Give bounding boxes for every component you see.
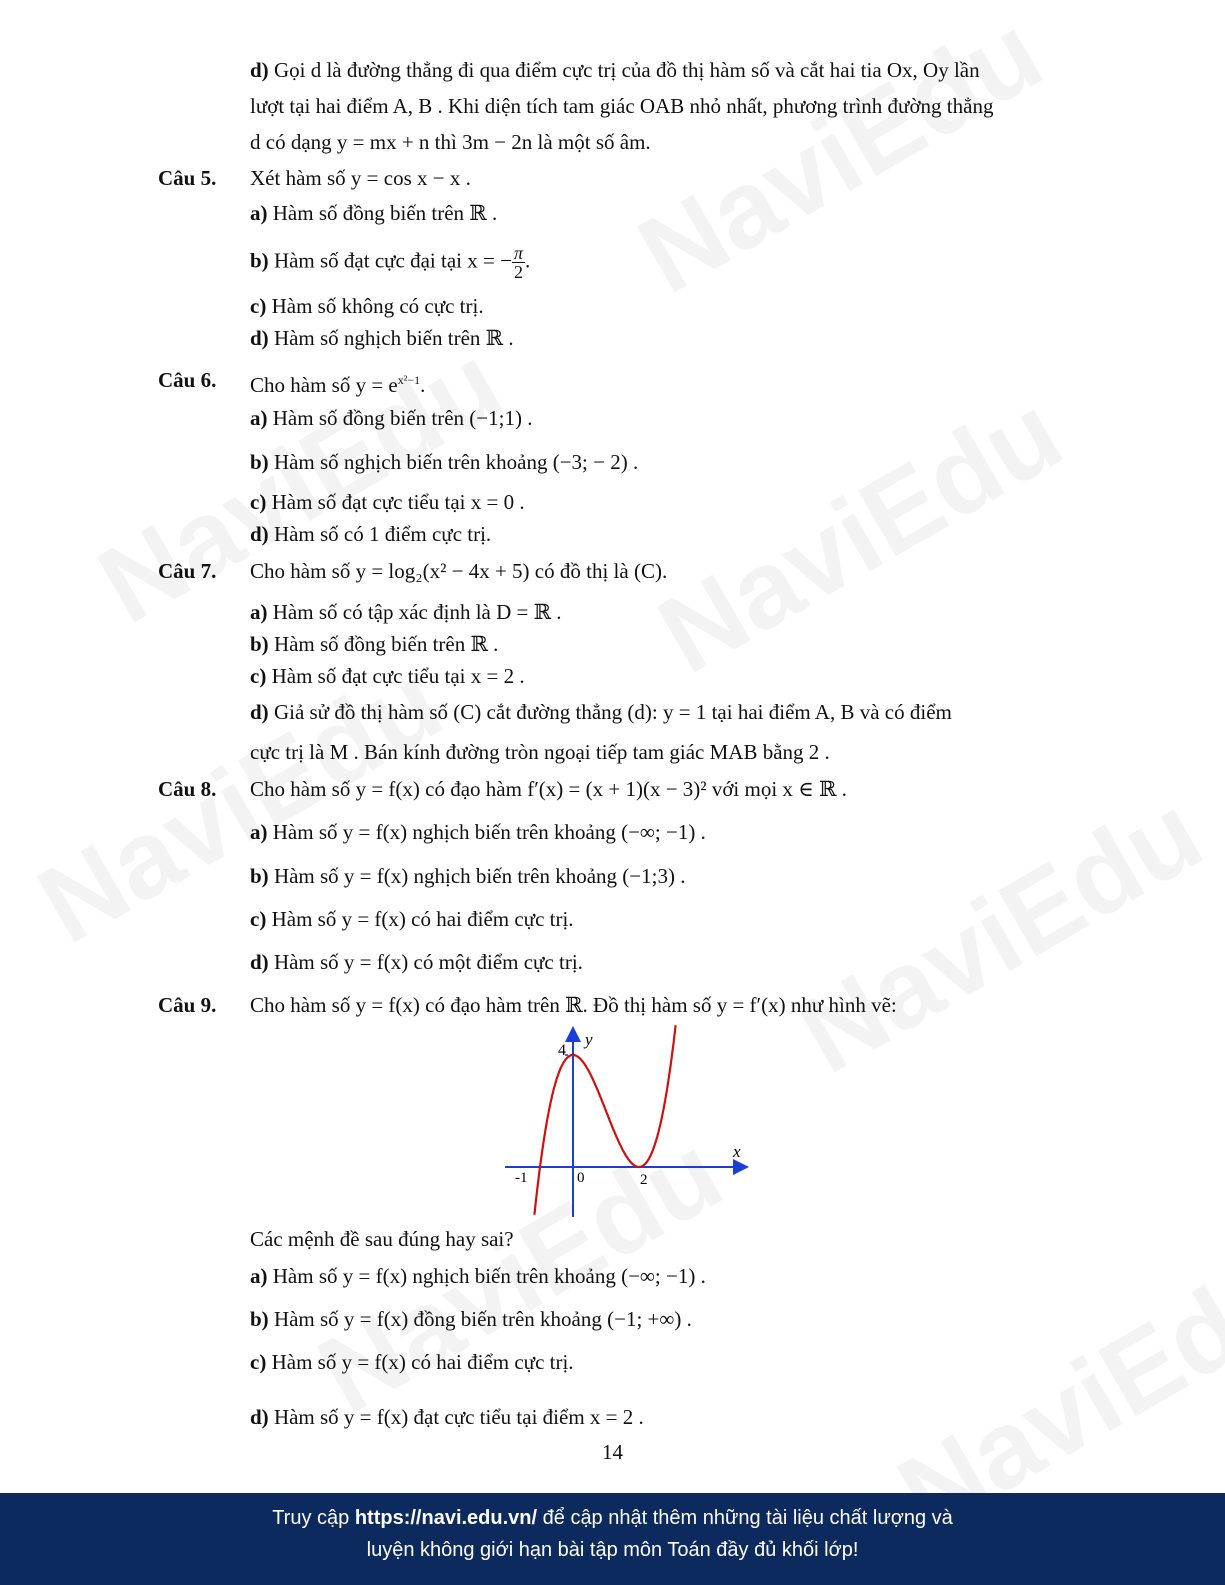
option-label: d) [250, 522, 269, 546]
option-label: d) [250, 950, 269, 974]
x-label: x [733, 1142, 741, 1161]
option-label: c) [250, 1350, 267, 1374]
option-label: d) [250, 700, 269, 724]
q6-option-c [250, 488, 525, 516]
option-label: a) [250, 406, 268, 430]
q4-option-d-line3: d có dạng y = mx + n thì 3m − 2n là một số âm. [250, 130, 651, 154]
option-label: d) [250, 1405, 269, 1429]
option-text: Hàm số đồng biến trên (−1;1) . [272, 406, 533, 430]
q5-number: Câu 5. [158, 166, 217, 190]
q7-option-d [250, 698, 952, 726]
footer-line-1 [0, 1507, 1225, 1530]
q6-option-d [250, 520, 491, 548]
option-text: Hàm số đồng biến trên ℝ . [272, 201, 498, 225]
q5-option-a [250, 199, 497, 227]
q9-option-b [250, 1305, 692, 1333]
option-text: Hàm số y = f(x) nghịch biến trên khoảng (−∞; −1) . [272, 820, 706, 844]
option-text: Hàm số y = f(x) nghịch biến trên khoảng (−∞; −1) . [272, 1264, 706, 1288]
q8-number: Câu 8. [158, 777, 217, 801]
q7-number: Câu 7. [158, 559, 217, 583]
watermark [638, 368, 1083, 698]
option-text: Hàm số có tập xác định là D = ℝ . [272, 600, 562, 624]
footer-text: Truy cập [272, 1507, 355, 1529]
option-text: Hàm số có 1 điểm cực trị. [273, 522, 492, 546]
option-text: Hàm số không có cực trị. [271, 294, 484, 318]
q5-stem: Xét hàm số y = cos x − x . [250, 166, 471, 190]
q9-option-c [250, 1348, 574, 1376]
q9-option-d [250, 1403, 644, 1431]
tick-0: 0 [577, 1170, 585, 1186]
q8-option-d [250, 948, 583, 976]
option-label: a) [250, 201, 268, 225]
q7-option-a [250, 598, 562, 626]
derivative-graph [495, 1022, 765, 1222]
option-text: Hàm số y = f(x) nghịch biến trên khoảng (−1;3) . [273, 864, 686, 888]
fraction [512, 244, 525, 281]
option-label: c) [250, 294, 267, 318]
option-text: Hàm số đạt cực tiểu tại x = 0 . [271, 490, 525, 514]
option-label: c) [250, 490, 267, 514]
q4-option-d-line2: lượt tại hai điểm A, B . Khi diện tích tam giác OAB nhỏ nhất, phương trình đường thẳng [250, 94, 994, 118]
q8-option-b [250, 862, 685, 890]
page-number: 14 [602, 1440, 623, 1464]
option-text: Hàm số đạt cực đại tại x = − [273, 248, 512, 273]
exponent: x²−1 [397, 373, 421, 387]
option-text: Hàm số y = f(x) đạt cực tiểu tại điểm x = 2 . [273, 1405, 644, 1429]
option-label: b) [250, 450, 269, 474]
y-label: y [585, 1030, 593, 1049]
stem-end: . [420, 373, 426, 397]
option-text: Hàm số nghịch biến trên khoảng (−3; − 2) . [273, 450, 639, 474]
option-label: a) [250, 600, 268, 624]
option-text: Hàm số y = f(x) đồng biến trên khoảng (−1; +∞) . [273, 1307, 692, 1331]
stem-text: Cho hàm số y = e [250, 373, 398, 397]
fraction-numerator: π [513, 243, 523, 263]
footer-line-2: luyện không giới hạn bài tập môn Toán đầy đủ khối lớp! [366, 1539, 859, 1561]
option-end: . [524, 248, 531, 273]
option-text: Hàm số y = f(x) có một điểm cực trị. [273, 950, 583, 974]
option-text: Hàm số y = f(x) có hai điểm cực trị. [271, 907, 574, 931]
option-text: Giả sử đồ thị hàm số (C) cắt đường thẳng (d): y = 1 tại hai điểm A, B và có điểm [273, 700, 952, 724]
option-label: b) [250, 1307, 269, 1331]
footer-text: để cập nhật thêm những tài liệu chất lượng và [537, 1507, 953, 1529]
q7-option-b [250, 630, 498, 658]
q6-number: Câu 6. [158, 368, 217, 392]
option-label: c) [250, 664, 267, 688]
q8-option-c [250, 905, 574, 933]
option-label: a) [250, 1264, 268, 1288]
tick-4: 4 [558, 1042, 566, 1059]
q6-option-a [250, 404, 532, 432]
option-text: Hàm số đạt cực tiểu tại x = 2 . [271, 664, 525, 688]
q9-option-a [250, 1262, 706, 1290]
option-label: b) [250, 632, 269, 656]
fraction-denominator: 2 [513, 262, 523, 282]
tick-2: 2 [640, 1172, 648, 1188]
option-label: a) [250, 820, 268, 844]
q9-number: Câu 9. [158, 993, 217, 1017]
option-text: Hàm số đồng biến trên ℝ . [273, 632, 499, 656]
q7-option-d-line2: cực trị là M . Bán kính đường tròn ngoại tiếp tam giác MAB bằng 2 . [250, 740, 830, 764]
q4-option-d [250, 56, 980, 84]
q9-prompt: Các mệnh đề sau đúng hay sai? [250, 1227, 514, 1251]
q7-stem: Cho hàm số y = log₂(x² − 4x + 5) có đồ thị là (C). [250, 559, 668, 583]
option-label: b) [250, 864, 269, 888]
q6-option-b [250, 448, 638, 476]
derivative-curve [534, 1025, 675, 1215]
q9-stem: Cho hàm số y = f(x) có đạo hàm trên ℝ. Đồ thị hàm số y = f′(x) như hình vẽ: [250, 993, 897, 1017]
option-label: d) [250, 326, 269, 350]
q5-option-b [250, 244, 530, 281]
q5-option-d [250, 324, 514, 352]
q8-option-a [250, 818, 706, 846]
option-label: b) [250, 248, 269, 273]
option-text: Hàm số y = f(x) có hai điểm cực trị. [271, 1350, 574, 1374]
watermark [778, 768, 1223, 1098]
q5-option-c [250, 292, 484, 320]
footer-link[interactable]: https://navi.edu.vn/ [354, 1507, 538, 1529]
q8-stem: Cho hàm số y = f(x) có đạo hàm f′(x) = (x + 1)(x − 3)² với mọi x ∈ ℝ . [250, 777, 847, 801]
q7-option-c [250, 662, 525, 690]
footer-banner [0, 1493, 1225, 1585]
option-text: Hàm số nghịch biến trên ℝ . [273, 326, 514, 350]
option-label: d) [250, 58, 269, 82]
q6-stem [250, 366, 425, 399]
option-text: Gọi d là đường thẳng đi qua điểm cực trị của đồ thị hàm số và cắt hai tia Ox, Oy lần [273, 58, 980, 82]
tick-minus-1: -1 [515, 1170, 528, 1186]
option-label: c) [250, 907, 267, 931]
watermark [618, 0, 1063, 319]
